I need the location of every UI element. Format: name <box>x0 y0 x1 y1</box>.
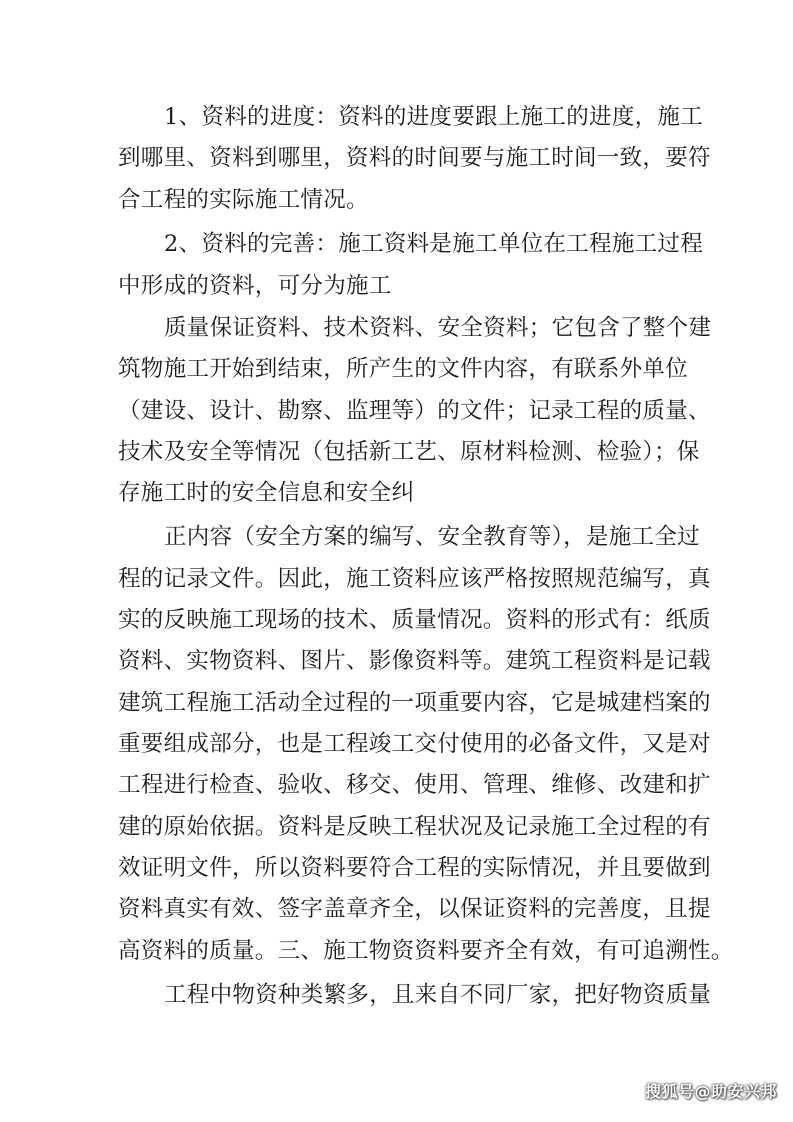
text-line: 合工程的实际施工情况。 <box>118 187 369 213</box>
text-line: 资料真实有效、签字盖章齐全，以保证资料的完善度，且提 <box>118 896 711 922</box>
text-line: 到哪里、资料到哪里，资料的时间要与施工时间一致，要符 <box>118 145 711 171</box>
text-line: 2、资料的完善：施工资料是施工单位在工程施工过程 <box>164 231 704 257</box>
text-line: 中形成的资料，可分为施工 <box>118 273 392 299</box>
text-line: 高资料的质量。三、施工物资资料要齐全有效，有可追溯性。 <box>118 938 734 964</box>
text-line: 技术及安全等情况（包括新工艺、原材料检测、检验）；保 <box>118 439 700 465</box>
text-line: 工程进行检查、验收、移交、使用、管理、维修、改建和扩 <box>118 772 711 798</box>
text-line: 重要组成部分，也是工程竣工交付使用的必备文件，又是对 <box>118 731 711 757</box>
text-line: 效证明文件，所以资料要符合工程的实际情况，并且要做到 <box>118 855 711 881</box>
text-line: 实的反映施工现场的技术、质量情况。资料的形式有：纸质 <box>118 607 711 633</box>
text-line: 建筑工程施工活动全过程的一项重要内容，它是城建档案的 <box>118 690 711 716</box>
watermark-text: 搜狐号@助安兴邦 <box>644 1082 777 1101</box>
text-line: 正内容（安全方案的编写、安全教育等），是施工全过 <box>164 524 700 550</box>
text-line: 建的原始依据。资料是反映工程状况及记录施工全过程的有 <box>118 814 711 840</box>
text-line: 程的记录文件。因此，施工资料应该严格按照规范编写，真 <box>118 566 711 592</box>
text-line: 工程中物资种类繁多，且来自不同厂家，把好物资质量 <box>164 982 712 1008</box>
text-line: 存施工时的安全信息和安全纠 <box>118 480 415 506</box>
text-line: 1、资料的进度：资料的进度要跟上施工的进度，施工 <box>164 104 704 130</box>
text-line: 资料、实物资料、图片、影像资料等。建筑工程资料是记载 <box>118 648 711 674</box>
text-line: （建设、设计、勘察、监理等）的文件；记录工程的质量、 <box>118 398 711 424</box>
text-line: 筑物施工开始到结束，所产生的文件内容，有联系外单位 <box>118 356 689 382</box>
text-line: 质量保证资料、技术资料、安全资料；它包含了整个建 <box>164 315 712 341</box>
